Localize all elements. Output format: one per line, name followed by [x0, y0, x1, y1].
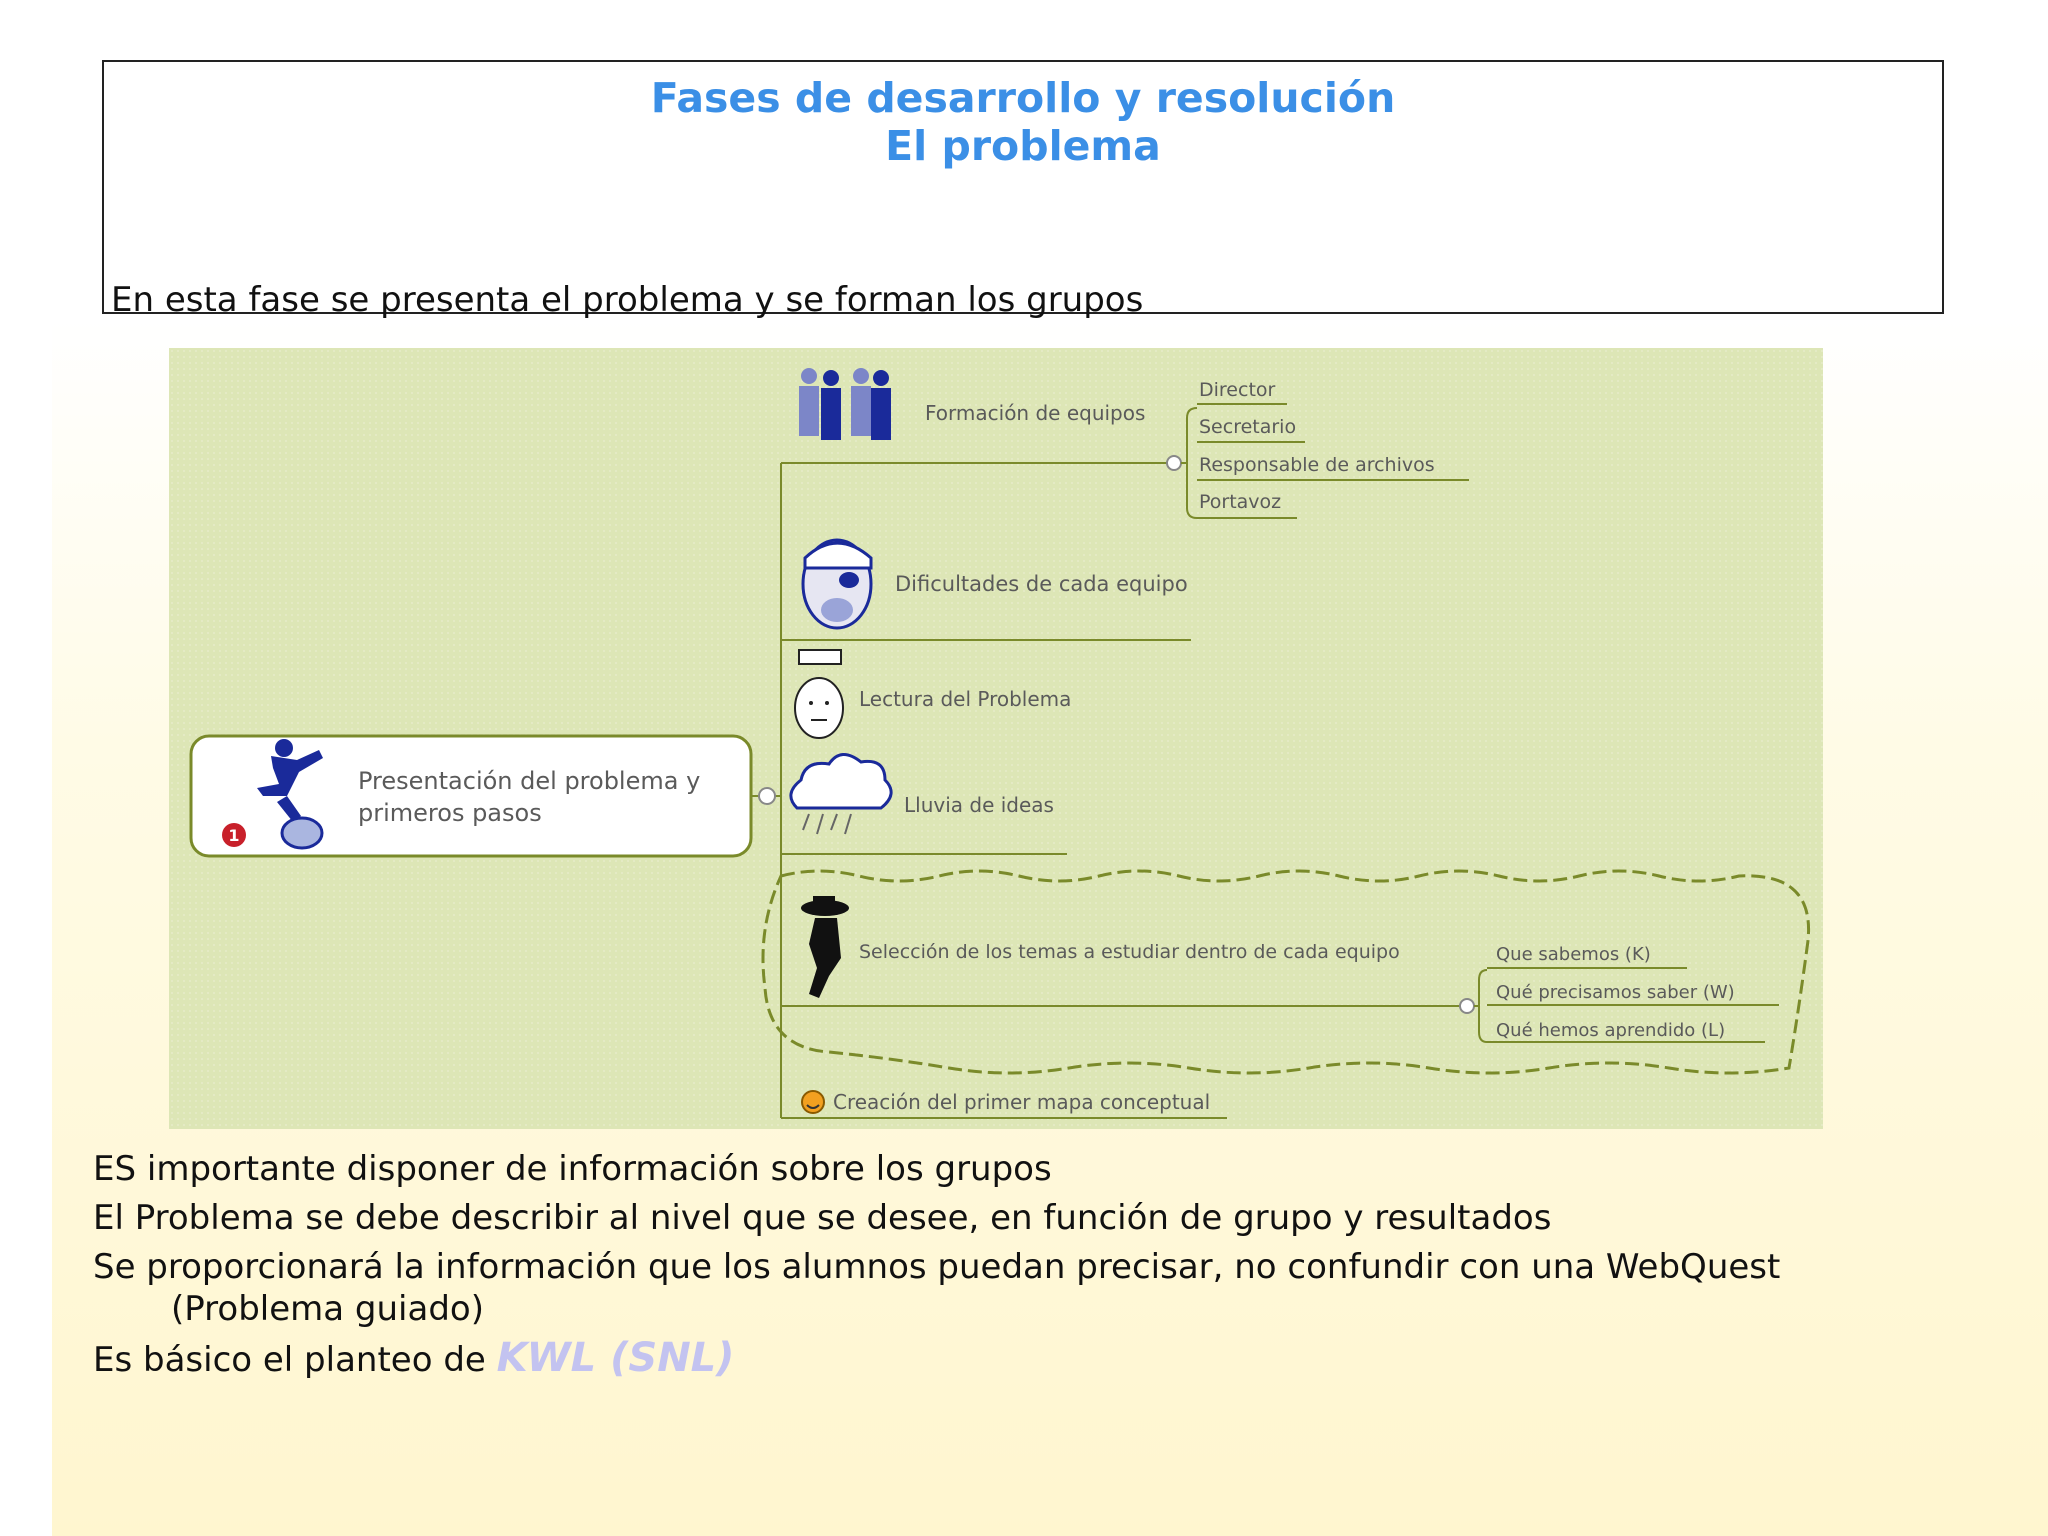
- root-node: [191, 736, 781, 856]
- intro-text: En esta fase se presenta el problema y se forman los grupos: [111, 280, 1144, 320]
- branch-dificultades-label: Dificultades de cada equipo: [895, 572, 1188, 596]
- branch-formacion: [781, 368, 1469, 518]
- title-box: [102, 60, 1944, 320]
- bullet-text: Es básico el planteo de: [93, 1340, 497, 1380]
- priority-1-icon: [222, 823, 246, 847]
- group-of-people-icon: [799, 368, 891, 440]
- smiley-icon: [802, 1091, 824, 1113]
- slide-subtitle: El problema: [885, 122, 1161, 170]
- barrel-icon: [282, 818, 322, 848]
- root-label-line2: primeros pasos: [358, 799, 542, 827]
- kwl-item-w: Qué precisamos saber (W): [1496, 982, 1735, 1003]
- kwl-highlight: KWL (SNL): [496, 1335, 735, 1381]
- role-portavoz: Portavoz: [1199, 491, 1282, 513]
- hat-figure-icon: [801, 896, 849, 998]
- branch-creacion: [781, 1090, 1227, 1118]
- mind-map-image: [169, 348, 1823, 1129]
- pirate-face-icon: [803, 540, 871, 628]
- svg-text:1: 1: [228, 826, 240, 845]
- branch-formacion-label: Formación de equipos: [925, 401, 1146, 425]
- bullet-list: [93, 1148, 1993, 1388]
- branch-lectura: [795, 650, 1071, 738]
- storm-cloud-icon: [791, 754, 891, 834]
- branch-dificultades: [781, 540, 1191, 640]
- reading-face-icon: [795, 650, 843, 738]
- bullet-text-continued: (Problema guiado): [171, 1289, 484, 1329]
- role-director: Director: [1199, 379, 1276, 401]
- branch-seleccion: [781, 896, 1779, 1042]
- branch-seleccion-label: Selección de los temas a estudiar dentro de cada equipo: [859, 941, 1400, 963]
- mind-map-diagram: [169, 348, 1823, 1129]
- root-label-line1: Presentación del problema y: [358, 767, 701, 795]
- branch-lectura-label: Lectura del Problema: [859, 687, 1072, 711]
- branch-lluvia-label: Lluvia de ideas: [904, 793, 1054, 817]
- slide-title: Fases de desarrollo y resolución: [650, 74, 1396, 122]
- bullet-item: [93, 1337, 1993, 1381]
- bullet-text: Se proporcionará la información que los alumnos puedan precisar, no confundir con una WebQuest: [93, 1247, 1781, 1287]
- branch-creacion-label: Creación del primer mapa conceptual: [833, 1090, 1211, 1114]
- bullet-item: El Problema se debe describir al nivel que se desee, en función de grupo y resultados: [93, 1198, 1552, 1238]
- role-secretario: Secretario: [1199, 416, 1297, 438]
- branch-lluvia: [781, 754, 1067, 854]
- kwl-item-l: Qué hemos aprendido (L): [1496, 1020, 1726, 1041]
- bullet-item: ES importante disponer de información sobre los grupos: [93, 1149, 1052, 1189]
- kwl-item-k: Que sabemos (K): [1496, 944, 1651, 965]
- role-responsable: Responsable de archivos: [1199, 454, 1435, 476]
- bullet-item: [93, 1246, 1993, 1330]
